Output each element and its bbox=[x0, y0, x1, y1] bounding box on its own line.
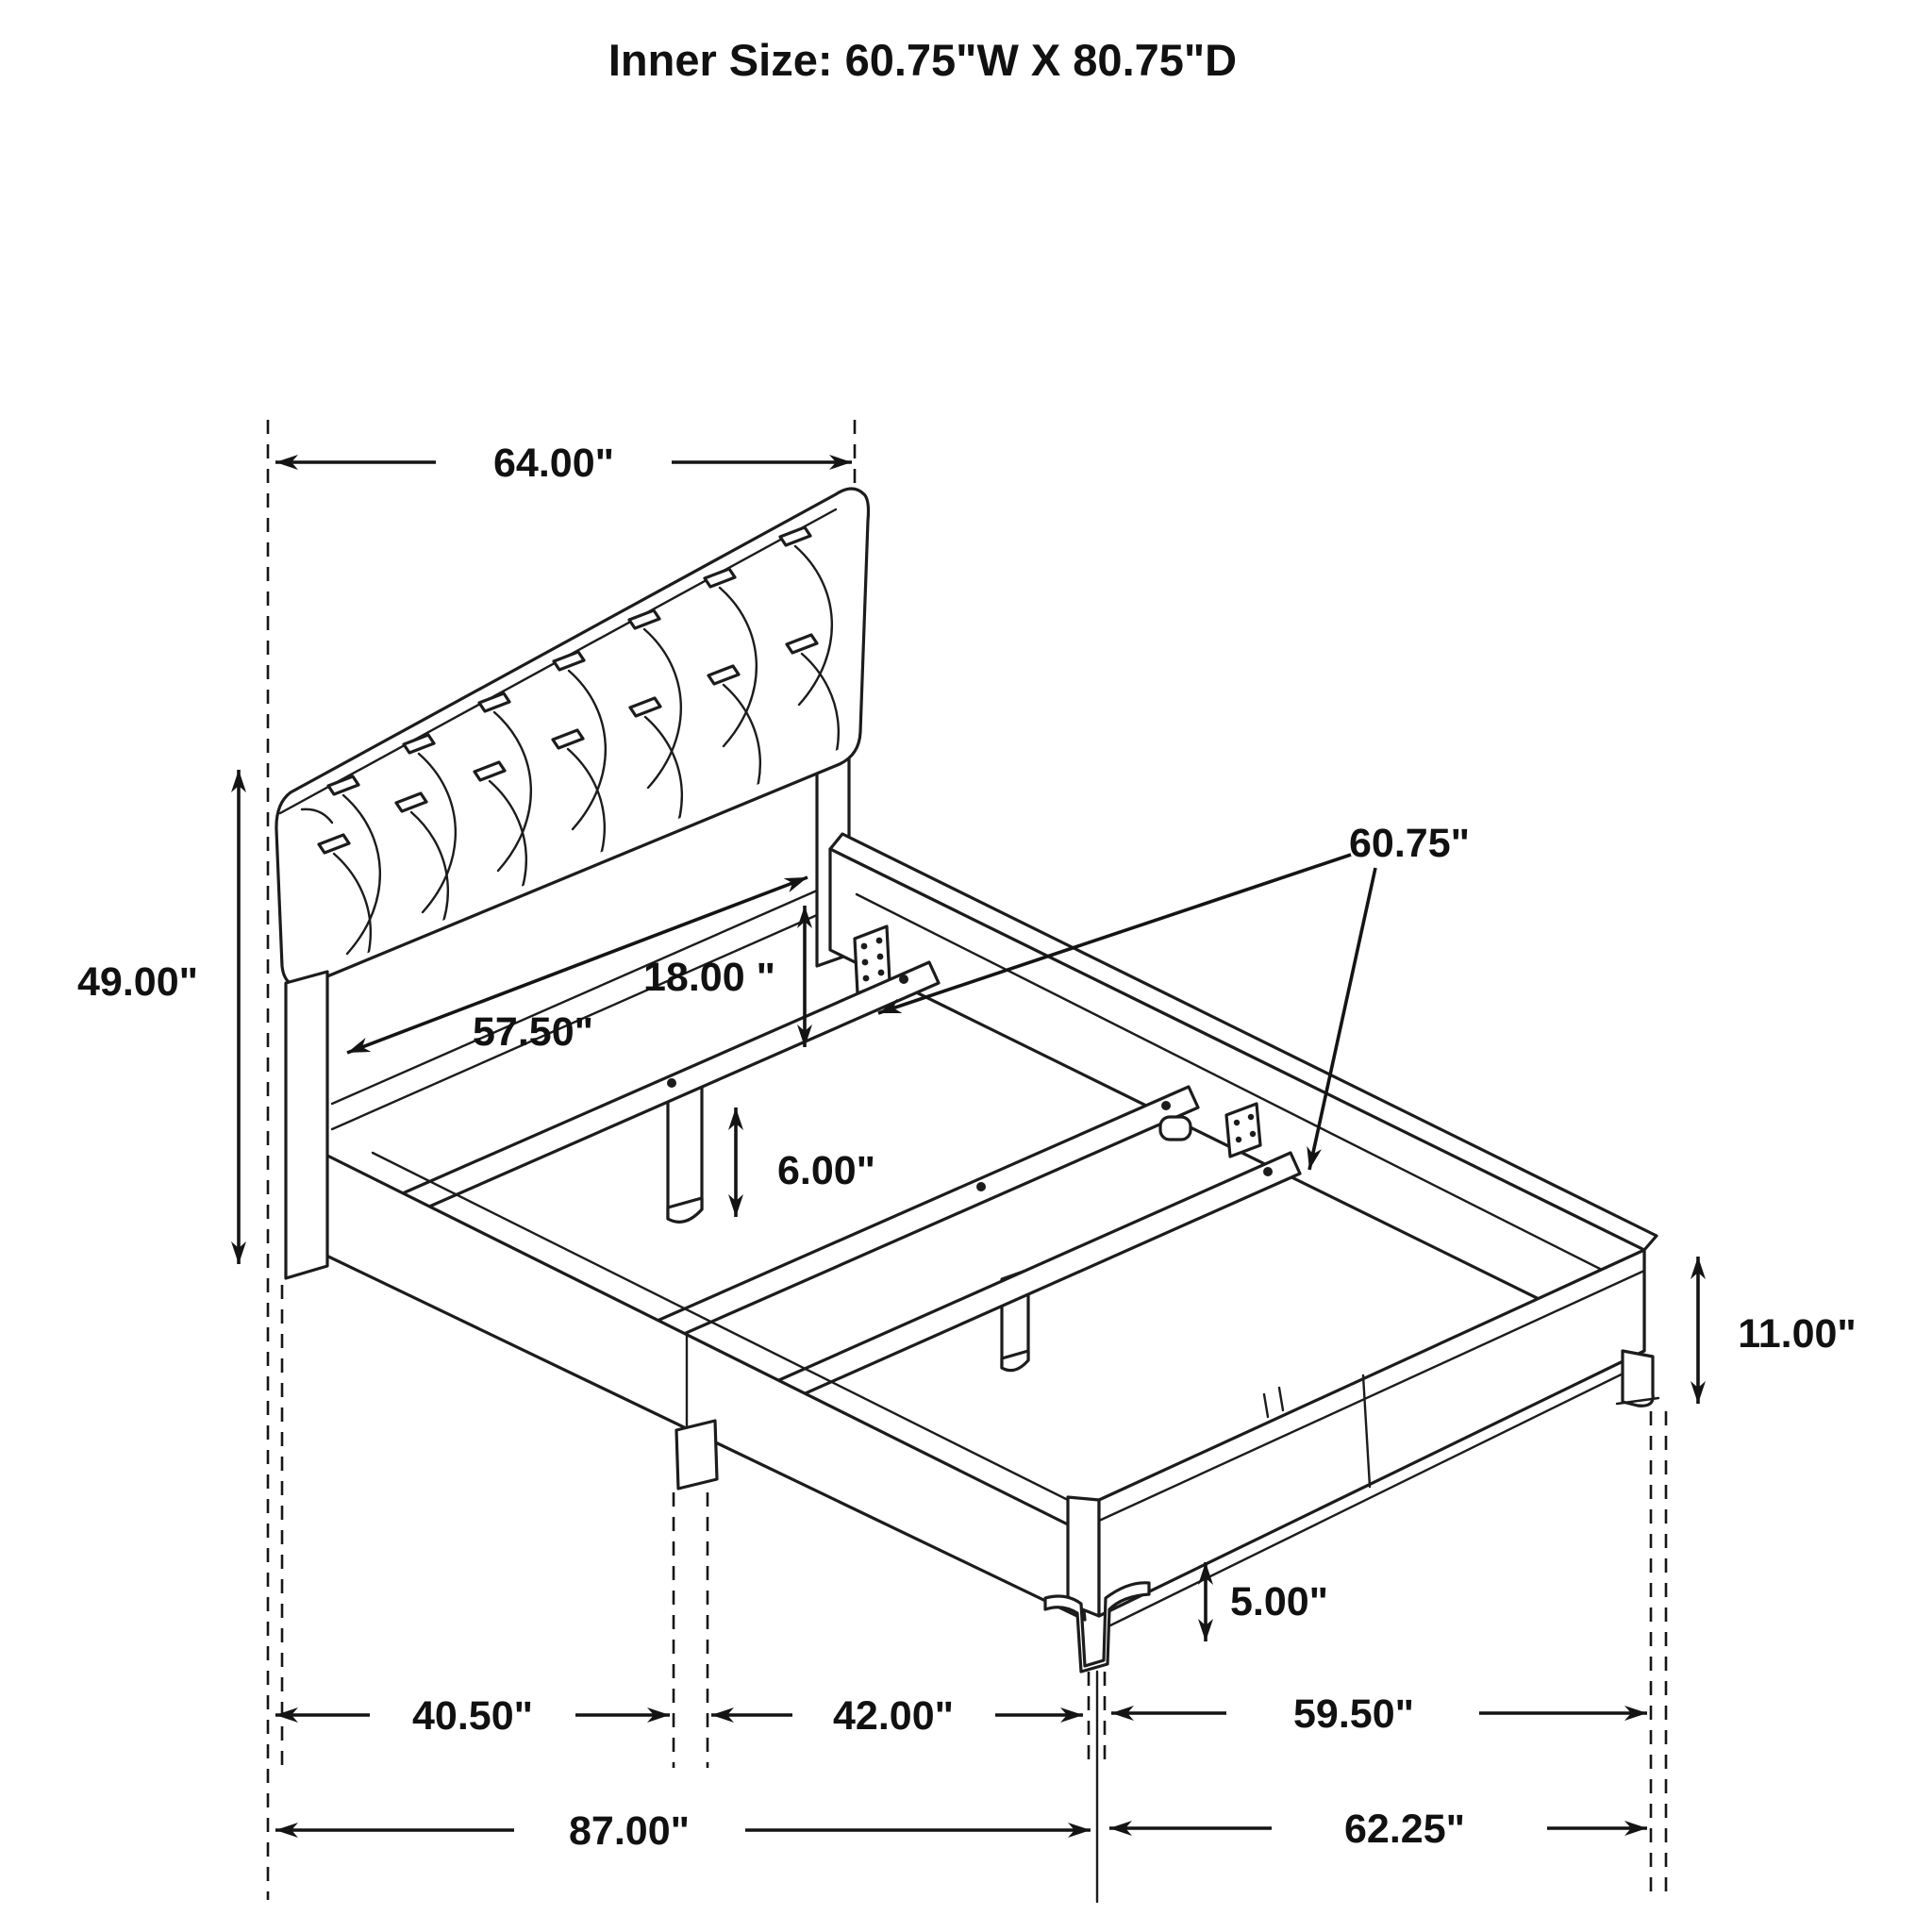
right-corner-bracket bbox=[1617, 1351, 1658, 1406]
foot-panel bbox=[1099, 1250, 1644, 1628]
dim-label-slat-leg-height: 6.00" bbox=[776, 1148, 876, 1193]
rail-seam-leg bbox=[676, 1421, 717, 1489]
slat-leg-1 bbox=[668, 1085, 702, 1222]
dim-label-foot-span: 59.50" bbox=[1293, 1691, 1414, 1737]
dim-label-headboard-inner-width: 57.50" bbox=[473, 1009, 593, 1055]
drawer-seam-ticks bbox=[1264, 1388, 1283, 1417]
dim-label-slat-length: 60.75" bbox=[1349, 821, 1470, 866]
dim-center-to-foot bbox=[711, 1693, 1083, 1739]
dim-label-foot-section-depth: 62.25" bbox=[1344, 1807, 1465, 1852]
dim-headboard-height bbox=[77, 770, 239, 1264]
dimension-annotations bbox=[77, 441, 1857, 1854]
page-title: Inner Size: 60.75"W X 80.75"D bbox=[608, 35, 1238, 85]
dim-foot-span bbox=[1111, 1691, 1647, 1737]
slat-clip bbox=[1160, 1117, 1191, 1140]
dim-label-headboard-width: 64.00" bbox=[493, 441, 614, 486]
dim-foot-section-depth bbox=[1109, 1807, 1647, 1852]
dim-label-foot-leg-height: 5.00" bbox=[1229, 1579, 1329, 1624]
dim-rail-height bbox=[1698, 1257, 1857, 1404]
right-deck-ledge bbox=[857, 894, 1606, 1272]
dim-label-center-to-foot: 42.00" bbox=[833, 1693, 954, 1739]
dim-label-rail-height: 11.00" bbox=[1738, 1311, 1857, 1357]
dim-overall-depth bbox=[275, 1808, 1091, 1854]
dim-foot-leg-height bbox=[1206, 1562, 1328, 1641]
right-rail-face bbox=[830, 849, 1644, 1351]
dim-label-headboard-height: 49.00" bbox=[77, 959, 198, 1005]
dim-head-to-center bbox=[275, 1693, 670, 1739]
dim-label-head-to-center: 40.50" bbox=[412, 1693, 533, 1739]
headboard-left-leg bbox=[286, 972, 327, 1278]
dim-headboard-width bbox=[275, 441, 852, 486]
bed-frame-drawing bbox=[276, 489, 1658, 1672]
dim-label-overall-depth: 87.00" bbox=[569, 1808, 690, 1854]
left-deck-ledge bbox=[373, 1153, 1106, 1519]
dim-label-panel-height: 18.00 " bbox=[643, 955, 775, 1000]
dim-slat-leg-height bbox=[736, 1108, 875, 1217]
